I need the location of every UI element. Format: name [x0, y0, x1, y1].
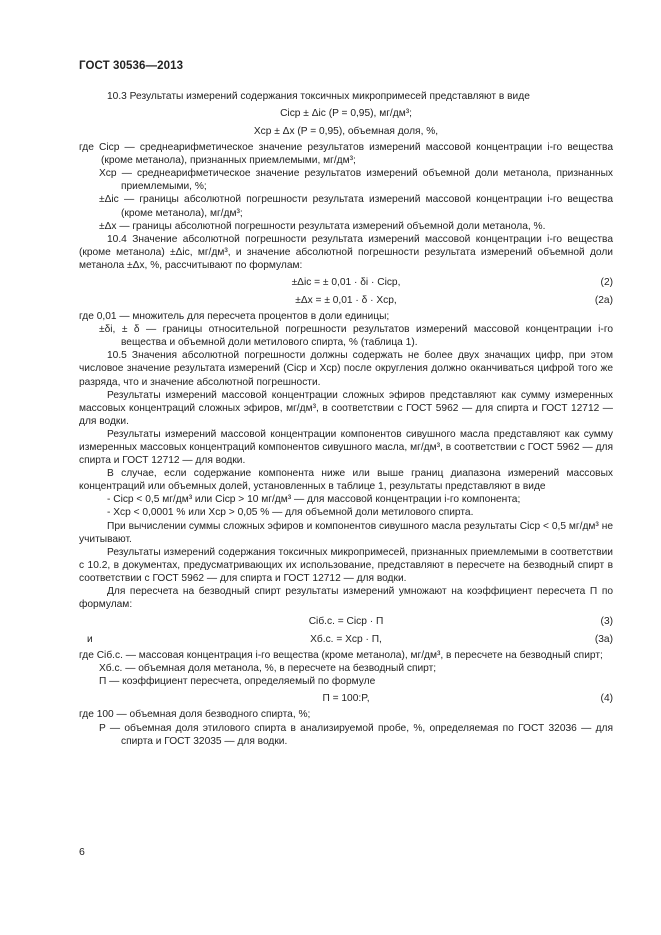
- conjunction-text: и: [87, 634, 93, 646]
- formula-number: (3): [600, 616, 613, 628]
- definition-multiplier: где 0,01 — множитель для пересчета процентов в доли единицы;: [79, 311, 390, 323]
- paragraph-sum-rule: При вычислении суммы сложных эфиров и компонентов сивушного масла результаты Cicp < 0,5 мг/дм³ не учитывают.: [79, 520, 613, 545]
- definition-xcp: Xcp — среднеарифметическое значение результатов измерений объемной доли метанола, признанных приемлемыми, %;: [99, 168, 613, 193]
- paragraph-fusel-oil: Результаты измерений массовой концентрации компонентов сивушного масла представляют как сумму измеренных массовых концентраций компонентов сивушного масла, мг/дм³, в соответствии с ГОСТ 5962 — для спирта и ГОСТ 12712 — для водки.: [79, 428, 613, 467]
- document-body: [79, 90, 613, 748]
- formula-3: [79, 613, 613, 629]
- definition-coefficient: П — коэффициент пересчета, определяемый по формуле: [99, 676, 376, 688]
- formula-4: [79, 690, 613, 706]
- formula-number: (2): [600, 277, 613, 289]
- page-number: 6: [79, 846, 85, 858]
- definition-ci-anhydrous: где Ciб.с. — массовая концентрация i-го вещества (кроме метанола), мг/дм³, в пересчете на безводный спирт;: [79, 650, 603, 662]
- paragraph-esters: Результаты измерений массовой концентрации сложных эфиров представляют как сумму измеренных массовых концентраций сложных эфиров, мг/дм³, в соответствии с ГОСТ 5962 — для спирта и ГОСТ 12712 — для водки.: [79, 389, 613, 427]
- definition-delta-ic: ±Δic — границы абсолютной погрешности результата измерений массовой концентрации i-го вещества (кроме метанола), мг/дм³;: [99, 194, 613, 219]
- formula-result-concentration: [79, 105, 613, 121]
- formula-number: (4): [600, 693, 613, 705]
- formula-number: (3a): [594, 634, 613, 646]
- paragraph-anhydrous: Результаты измерений содержания токсичных микропримесей, признанных приемлемыми в соответствии с 10.2, в документах, предусматривающих их использование, представляют в пересчете на безводный спирт в соответствии с ГОСТ 5962 — для спирта и ГОСТ 12712 — для водки.: [79, 546, 613, 584]
- formula-3a: [79, 631, 613, 647]
- formula-text: Ciб.с. = Cicp · П: [308, 616, 384, 628]
- paragraph-10-4: 10.4 Значение абсолютной погрешности результата измерений массовой концентрации i-го вещества (кроме метанола) ±Δic, мг/дм³, и значение абсолютной погрешности результата измерений объемной доли метанола ±Δx, %, рассчитывают по формулам:: [79, 233, 613, 271]
- paragraph-conversion: Для пересчета на безводный спирт результаты измерений умножают на коэффициент пересчета П по формулам:: [79, 586, 613, 611]
- definition-delta-relative: ±δi, ± δ — границы относительной погрешности результатов измерений массовой концентрации i-го вещества и объемной доли метилового спирта, % (таблица 1).: [99, 324, 613, 349]
- definition-100: где 100 — объемная доля безводного спирта, %;: [79, 709, 311, 721]
- document-header: ГОСТ 30536—2013: [79, 60, 184, 72]
- definition-cicp: где Cicp — среднеарифметическое значение результатов измерений массовой концентрации i-го вещества (кроме метанола), признанных приемлемыми, мг/дм³;: [79, 142, 613, 167]
- formula-text: Xcp ± Δx (P = 0,95), объемная доля, %,: [253, 126, 439, 138]
- list-item: - Xcp < 0,0001 % или Xcp > 0,05 % — для объемной доли метилового спирта.: [107, 507, 474, 519]
- formula-text: ±Δx = ± 0,01 · δ · Xcp,: [295, 295, 397, 307]
- formula-text: П = 100:P,: [322, 693, 370, 705]
- formula-result-volume: [79, 123, 613, 139]
- list-item: - Cicp < 0,5 мг/дм³ или Cicp > 10 мг/дм³ — для массовой концентрации i-го компонента;: [107, 494, 521, 506]
- formula-text: Cicp ± Δic (P = 0,95), мг/дм³;: [280, 108, 412, 120]
- formula-number: (2a): [594, 295, 613, 307]
- paragraph-out-of-range: В случае, если содержание компонента ниже или выше границ диапазона измерений массовых концентраций или объемных долей, установленных в таблице 1, результаты представляют в виде: [79, 468, 613, 493]
- definition-delta-x: ±Δx — границы абсолютной погрешности результата измерений объемной доли метанола, %.: [99, 220, 546, 232]
- paragraph-10-5: 10.5 Значения абсолютной погрешности должны содержать не более двух значащих цифр, при этом числовое значение результата измерений (Cicp и Xcp) после округления должно оканчиваться цифрой того же разряда, что и значение абсолютной погрешности.: [79, 350, 613, 388]
- formula-2a: [79, 292, 613, 308]
- definition-p: P — объемная доля этилового спирта в анализируемой пробе, %, определяемая по ГОСТ 32036 — для спирта и ГОСТ 32035 — для водки.: [99, 722, 613, 747]
- formula-2: [79, 274, 613, 290]
- paragraph-10-3: 10.3 Результаты измерений содержания токсичных микропримесей представляют в виде: [107, 91, 530, 102]
- definition-x-anhydrous: Xб.с. — объемная доля метанола, %, в пересчете на безводный спирт;: [99, 663, 437, 675]
- formula-text: ±Δic = ± 0,01 · δi · Cicp,: [291, 277, 401, 289]
- formula-text: Xб.с. = Xcp · П,: [310, 634, 382, 646]
